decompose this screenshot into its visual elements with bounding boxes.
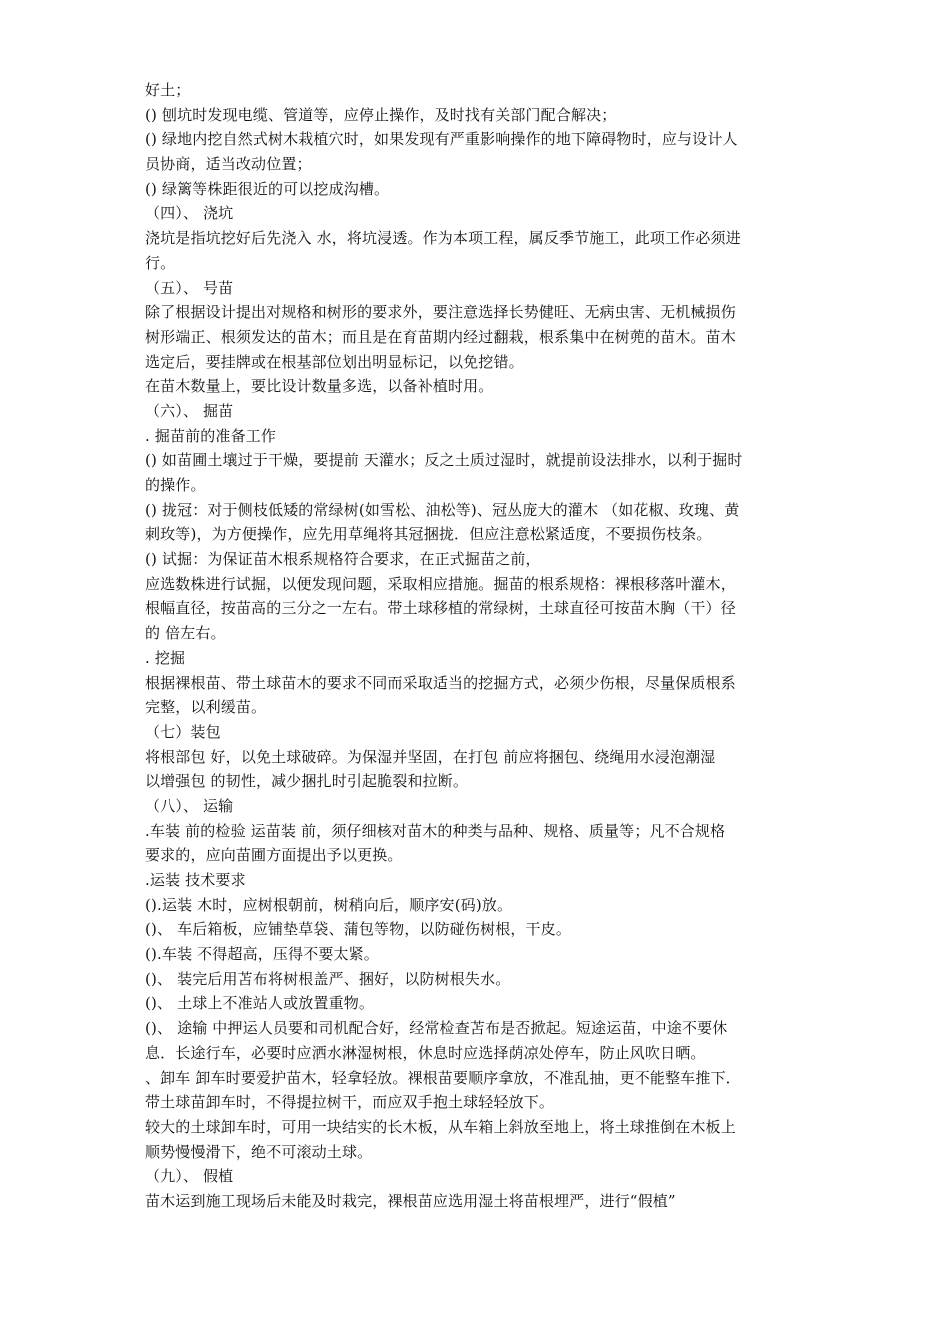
- list-item: () 试掘：为保证苗木根系规格符合要求，在正式掘苗之前，: [145, 550, 541, 569]
- paragraph-line: 应选数株进行试掘，以便发现问题，采取相应措施。掘苗的根系规格：裸根移落叶灌木，: [145, 574, 736, 593]
- paragraph-line: 根幅直径，按苗高的三分之一左右。带土球移植的常绿树，土球直径可按苗木胸（干）径: [145, 599, 736, 618]
- list-item: () 拢冠：对于侧枝低矮的常绿树(如雪松、油松等)、冠丛庞大的灌木 （如花椒、玫瑰、黄: [145, 500, 740, 519]
- text-line: 好土；: [145, 81, 191, 99]
- paragraph-line: .车装 前的检验 运苗装 前，须仔细核对苗木的种类与品种、规格、质量等；凡不合规格: [145, 821, 726, 840]
- list-item: ()、 装完后用苫布将树根盖严、捆好，以防树根失水。: [145, 969, 511, 988]
- paragraph-line: 苗木运到施工现场后未能及时栽完，裸根苗应选用湿土将苗根埋严，进行“假植”: [145, 1191, 676, 1210]
- list-item: () 如苗圃土壤过于干燥，要提前 天灌水；反之土质过湿时，就提前设法排水，以利于掘时: [145, 451, 743, 470]
- list-item: ().运装 木时，应树根朝前，树稍向后，顺序安(码)放。: [145, 895, 513, 914]
- text-line: 的 倍左右。: [145, 624, 226, 643]
- list-item: ()、 车后箱板，应铺垫草袋、蒲包等物，以防碰伤树根，干皮。: [145, 920, 571, 939]
- list-item: () 刨坑时发现电缆、管道等，应停止操作，及时找有关部门配合解决；: [145, 105, 617, 124]
- paragraph-line: 在苗木数量上，要比设计数量多选，以备补植时用。: [145, 377, 494, 396]
- text-line: 息．长途行车，必要时应洒水淋湿树根，休息时应选择荫凉处停车，防止风吹日晒。: [145, 1043, 706, 1062]
- subsection-heading: . 挖掘: [145, 648, 186, 667]
- section-heading: （五）、 号苗: [145, 278, 234, 297]
- list-item: ().车装 不得超高，压得不要太紧。: [145, 945, 379, 964]
- list-item: () 绿地内挖自然式树木栽植穴时，如果发现有严重影响操作的地下障碍物时，应与设计人: [145, 130, 738, 149]
- paragraph-line: 以增强包 的韧性，减少捆扎时引起脆裂和拉断。: [145, 772, 469, 791]
- paragraph-line: 、卸车 卸车时要爱护苗木，轻拿轻放。裸根苗要顺序拿放，不准乱抽，更不能整车推下．: [145, 1068, 741, 1087]
- section-heading: （四）、 浇坑: [145, 204, 234, 223]
- text-line: 顺势慢慢滑下，绝不可滚动土球。: [145, 1142, 373, 1161]
- text-line: 要求的，应向苗圃方面提出予以更换。: [145, 846, 403, 865]
- text-line: 的操作。: [145, 476, 206, 494]
- text-line: 完整，以利缓苗。: [145, 698, 267, 717]
- paragraph-line: 除了根据设计提出对规格和树形的要求外，要注意选择长势健旺、无病虫害、无机械损伤: [145, 303, 736, 322]
- paragraph-line: 选定后，要挂牌或在根基部位划出明显标记，以免挖错。: [145, 352, 524, 371]
- section-heading: （七）装包: [145, 722, 221, 741]
- paragraph-line: 树形端正、根须发达的苗木；而且是在育苗期内经过翻栽，根系集中在树蔸的苗木。苗木: [145, 327, 736, 346]
- section-heading: （九）、 假植: [145, 1167, 234, 1186]
- list-item: ()、 土球上不准站人或放置重物。: [145, 994, 375, 1013]
- list-item: () 绿篱等株距很近的可以挖成沟槽。: [145, 179, 390, 198]
- section-heading: （六）、 掘苗: [145, 401, 234, 420]
- section-heading: （八）、 运输: [145, 796, 234, 815]
- paragraph-line: 较大的土球卸车时，可用一块结实的长木板，从车箱上斜放至地上，将土球推倒在木板上: [145, 1117, 736, 1136]
- subsection-heading: .运装 技术要求: [145, 871, 246, 889]
- paragraph-line: 根据裸根苗、带土球苗木的要求不同而采取适当的挖掘方式，必须少伤根，尽量保质根系: [145, 673, 736, 692]
- text-line: 刺玫等)，为方便操作，应先用草绳将其冠捆拢．但应注意松紧适度，不要损伤枝条。: [145, 525, 712, 544]
- list-item: ()、 途输 中押运人员要和司机配合好，经常检查苫布是否掀起。短途运苗，中途不要休: [145, 1019, 728, 1038]
- text-line: 员协商，适当改动位置；: [145, 155, 312, 174]
- subsection-heading: . 掘苗前的准备工作: [145, 426, 277, 445]
- text-line: 行。: [145, 253, 176, 272]
- paragraph-line: 将根部包 好，以免土球破碎。为保湿并坚固，在打包 前应将捆包、绕绳用水浸泡潮湿: [145, 747, 716, 766]
- document-body: [145, 78, 813, 1214]
- paragraph-line: 浇坑是指坑挖好后先浇入 水，将坑浸透。作为本项工程，属反季节施工，此项工作必须进: [145, 229, 741, 248]
- paragraph-line: 带土球苗卸车时，不得提拉树干，而应双手抱土球轻轻放下。: [145, 1093, 555, 1112]
